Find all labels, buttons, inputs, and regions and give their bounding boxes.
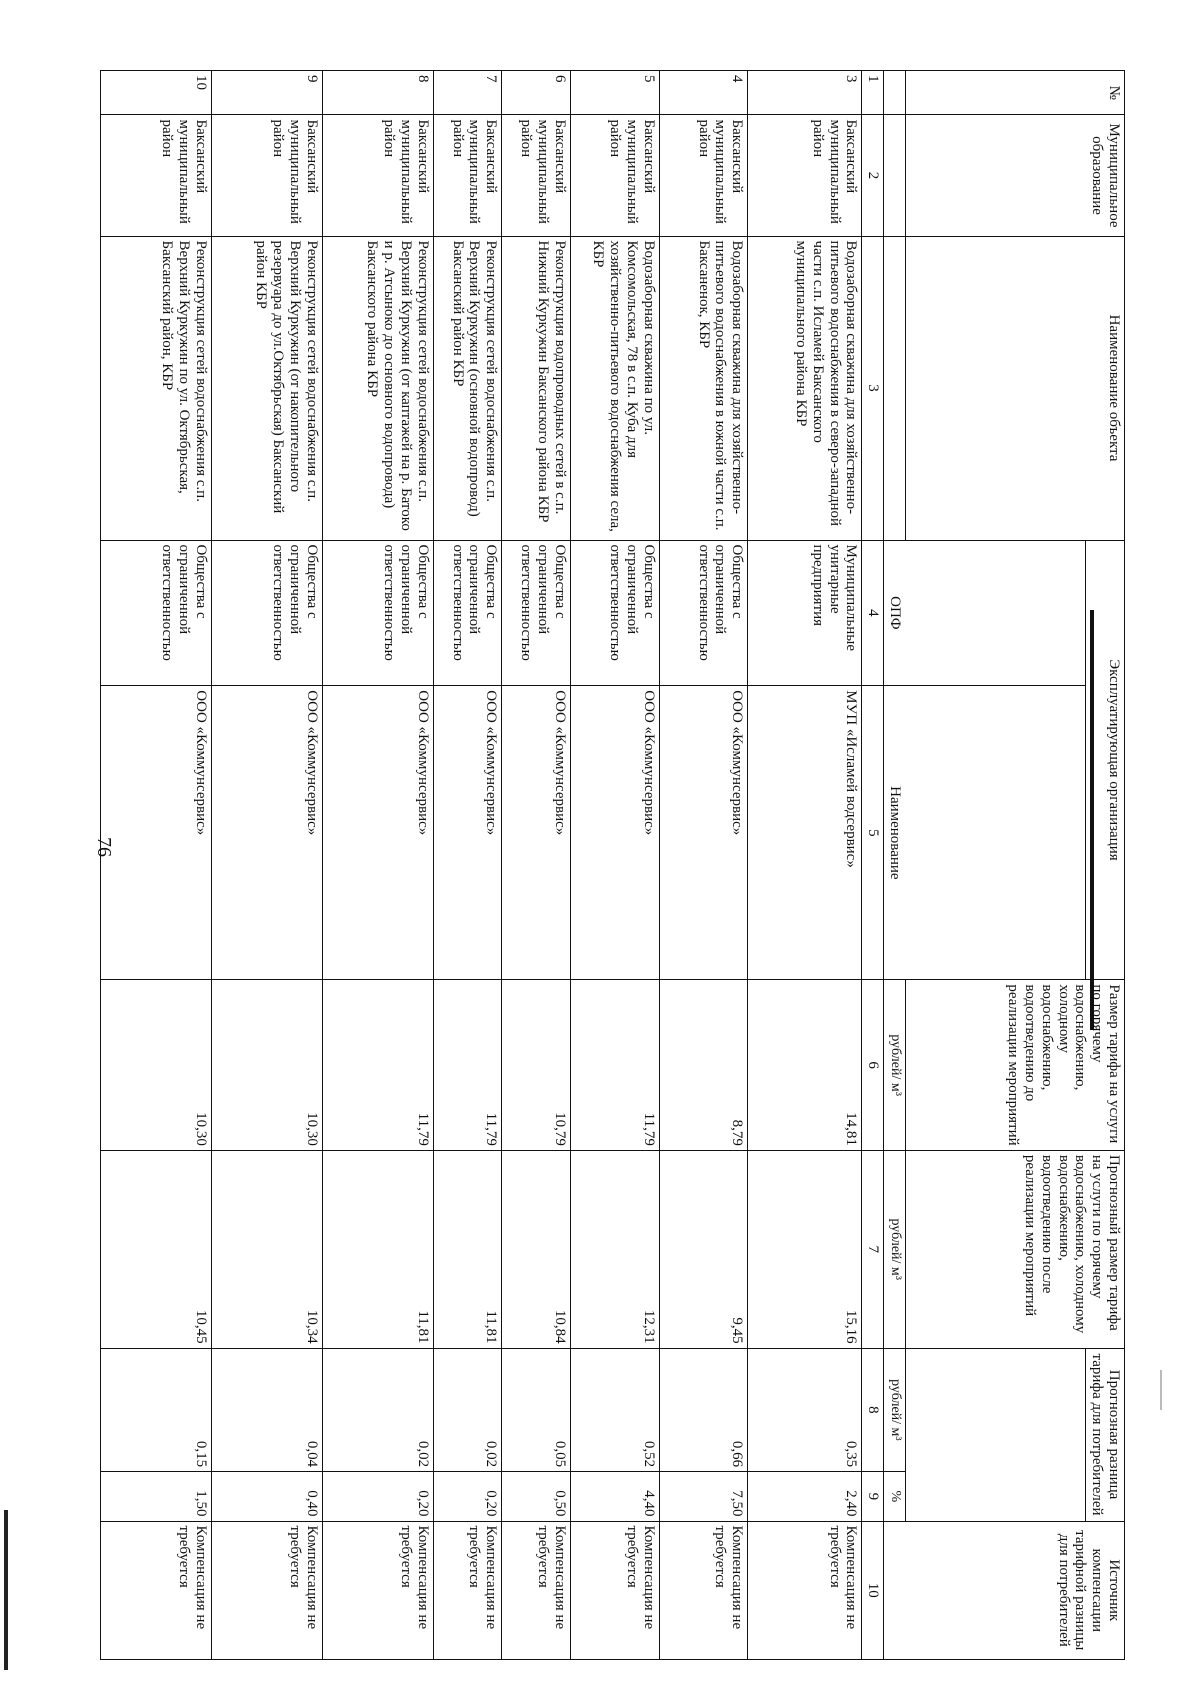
cell-source: Компенсация не требуется	[570, 1521, 659, 1659]
cell-diff-rub: 0,02	[322, 1348, 433, 1472]
cell-diff-pct: 7,50	[659, 1472, 748, 1521]
col-number: 5	[862, 686, 884, 980]
header-org-name: Наименование	[884, 686, 1086, 980]
header-operator: Эксплуатирующая организация	[1086, 540, 1125, 980]
cell-diff-rub: 0,04	[211, 1348, 322, 1472]
header-spacer	[884, 115, 906, 236]
cell-org: ООО «Коммунсервис»	[570, 686, 659, 980]
header-spacer	[884, 71, 906, 115]
col-number: 10	[862, 1521, 884, 1659]
unit-col6: рублей/ м³	[884, 980, 906, 1151]
cell-municipality: Баксанский муниципальный район	[502, 115, 571, 236]
cell-diff-pct: 0,20	[322, 1472, 433, 1521]
cell-diff-rub: 0,35	[748, 1348, 862, 1472]
table-row	[570, 71, 659, 1660]
table-row	[748, 71, 862, 1660]
cell-org: ООО «Коммунсервис»	[433, 686, 502, 980]
cell-diff-pct: 1,50	[101, 1472, 212, 1521]
cell-no: 4	[659, 71, 748, 115]
table-row	[433, 71, 502, 1660]
cell-tariff-after: 15,16	[748, 1150, 862, 1348]
cell-tariff-before: 11,79	[322, 980, 433, 1151]
cell-tariff-before: 8,79	[659, 980, 748, 1151]
cell-no: 10	[101, 71, 212, 115]
col-number: 4	[862, 540, 884, 686]
cell-tariff-before: 11,79	[433, 980, 502, 1151]
header-municipality: Муниципальное образование	[906, 115, 1125, 236]
cell-municipality: Баксанский муниципальный район	[570, 115, 659, 236]
cell-diff-pct: 0,20	[433, 1472, 502, 1521]
cell-municipality: Баксанский муниципальный район	[101, 115, 212, 236]
cell-object: Реконструкция сетей водоснабжения с.п. Верхний Куркужин (от накопительного резервуара до ул.Октябрьская) Баксанский район КБР	[211, 236, 322, 540]
cell-no: 8	[322, 71, 433, 115]
cell-no: 3	[748, 71, 862, 115]
unit-col9: %	[884, 1472, 906, 1521]
cell-object: Реконструкция водопроводных сетей в с.п. Нижний Куркужин Баксанского района КБР	[502, 236, 571, 540]
cell-municipality: Баксанский муниципальный район	[748, 115, 862, 236]
cell-object: Реконструкция сетей водоснабжения с.п. Верхний Куркужин (от каптажей на р. Батоко и р. Атсыноко до основного водопровода) Баксанского района КБР	[322, 236, 433, 540]
cell-source: Компенсация не требуется	[433, 1521, 502, 1659]
header-no: №	[906, 71, 1125, 115]
cell-source: Компенсация не требуется	[502, 1521, 571, 1659]
header-object-name: Наименование объекта	[906, 236, 1125, 540]
cell-object: Водозаборная скважина для хозяйственно-питьевого водоснабжения в северо-западной части с.п. Исламей Баксанского муниципального района КБР	[748, 236, 862, 540]
table-row	[211, 71, 322, 1660]
cell-municipality: Баксанский муниципальный район	[211, 115, 322, 236]
cell-diff-rub: 0,02	[433, 1348, 502, 1472]
cell-opf: Муниципальные унитарные предприятия	[748, 540, 862, 686]
cell-object: Реконструкция сетей водоснабжения с.п. Верхний Куркужин по ул. Октябрьская, Баксанский район, КБР	[101, 236, 212, 540]
cell-object: Водозаборная скважина для хозяйственно-питьевого водоснабжения в южной части с.п. Баксаненок, КБР	[659, 236, 748, 540]
cell-tariff-after: 10,84	[502, 1150, 571, 1348]
cell-org: ООО «Коммунсервис»	[211, 686, 322, 980]
cell-diff-rub: 0,15	[101, 1348, 212, 1472]
unit-col8: рублей/ м³	[884, 1348, 906, 1472]
col-number: 1	[862, 71, 884, 115]
rotated-table-wrapper	[100, 70, 1125, 1660]
table-row	[659, 71, 748, 1660]
cell-municipality: Баксанский муниципальный район	[659, 115, 748, 236]
cell-tariff-after: 10,34	[211, 1150, 322, 1348]
cell-opf: Общества с ограниченной ответственностью	[101, 540, 212, 686]
table-row	[322, 71, 433, 1660]
cell-diff-pct: 2,40	[748, 1472, 862, 1521]
table-row	[101, 71, 212, 1660]
cell-tariff-after: 10,45	[101, 1150, 212, 1348]
cell-source: Компенсация не требуется	[101, 1521, 212, 1659]
cell-municipality: Баксанский муниципальный район	[433, 115, 502, 236]
header-difference: Прогнозная разница тарифа для потребителей	[1086, 1348, 1125, 1521]
unit-col7: рублей/ м³	[884, 1150, 906, 1348]
cell-tariff-after: 11,81	[322, 1150, 433, 1348]
cell-tariff-after: 9,45	[659, 1150, 748, 1348]
cell-opf: Общества с ограниченной ответственностью	[659, 540, 748, 686]
cell-org: ООО «Коммунсервис»	[322, 686, 433, 980]
col-number: 7	[862, 1150, 884, 1348]
tariff-table	[100, 70, 1125, 1660]
scan-mark	[1160, 1370, 1162, 1410]
cell-tariff-after: 12,31	[570, 1150, 659, 1348]
cell-tariff-before: 10,30	[211, 980, 322, 1151]
cell-object: Водозаборная скважина по ул. Комсомольская, 78 в с.п. Куба для хозяйственно-питьевого водоснабжения села, КБР	[570, 236, 659, 540]
col-number: 9	[862, 1472, 884, 1521]
cell-diff-rub: 0,66	[659, 1348, 748, 1472]
cell-source: Компенсация не требуется	[211, 1521, 322, 1659]
cell-opf: Общества с ограниченной ответственностью	[502, 540, 571, 686]
cell-opf: Общества с ограниченной ответственностью	[322, 540, 433, 686]
header-difference-spacer	[906, 1348, 1086, 1521]
header-tariff-before: Размер тарифа на услуги по горячему водоснабжению, холодному водоснабжению, водоотведению до реализации мероприятий	[906, 980, 1125, 1151]
cell-source: Компенсация не требуется	[748, 1521, 862, 1659]
cell-no: 6	[502, 71, 571, 115]
cell-opf: Общества с ограниченной ответственностью	[211, 540, 322, 686]
cell-diff-pct: 0,40	[211, 1472, 322, 1521]
corner-mark	[4, 1510, 26, 1670]
col-number: 2	[862, 115, 884, 236]
cell-org: ООО «Коммунсервис»	[659, 686, 748, 980]
cell-opf: Общества с ограниченной ответственностью	[570, 540, 659, 686]
cell-object: Реконструкция сетей водоснабжения с.п. Верхний Куркужин (основной водопровод) Баксанский район КБР	[433, 236, 502, 540]
cell-source: Компенсация не требуется	[659, 1521, 748, 1659]
cell-no: 9	[211, 71, 322, 115]
header-spacer	[884, 236, 906, 540]
cell-diff-rub: 0,05	[502, 1348, 571, 1472]
header-opf: ОПФ	[884, 540, 1086, 686]
cell-diff-rub: 0,52	[570, 1348, 659, 1472]
cell-municipality: Баксанский муниципальный район	[322, 115, 433, 236]
cell-tariff-before: 14,81	[748, 980, 862, 1151]
cell-tariff-after: 11,81	[433, 1150, 502, 1348]
cell-tariff-before: 11,79	[570, 980, 659, 1151]
cell-no: 5	[570, 71, 659, 115]
col-number: 6	[862, 980, 884, 1151]
header-source: Источник компенсации тарифной разницы для потребителей	[884, 1521, 1125, 1659]
cell-no: 7	[433, 71, 502, 115]
cell-org: ООО «Коммунсервис»	[502, 686, 571, 980]
col-number: 8	[862, 1348, 884, 1472]
table-row	[502, 71, 571, 1660]
cell-tariff-before: 10,30	[101, 980, 212, 1151]
cell-source: Компенсация не требуется	[322, 1521, 433, 1659]
cell-diff-pct: 0,50	[502, 1472, 571, 1521]
col-number: 3	[862, 236, 884, 540]
cell-org: ООО «Коммунсервис»	[101, 686, 212, 980]
cell-org: МУП «Исламей водсервис»	[748, 686, 862, 980]
cell-tariff-before: 10,79	[502, 980, 571, 1151]
header-tariff-after: Прогнозный размер тарифа на услуги по горячему водоснабжению, холодному водоснабжению, водоотведению после реализации мероприятий	[906, 1150, 1125, 1348]
page-number: 76	[93, 837, 115, 857]
cell-diff-pct: 4,40	[570, 1472, 659, 1521]
cell-opf: Общества с ограниченной ответственностью	[433, 540, 502, 686]
